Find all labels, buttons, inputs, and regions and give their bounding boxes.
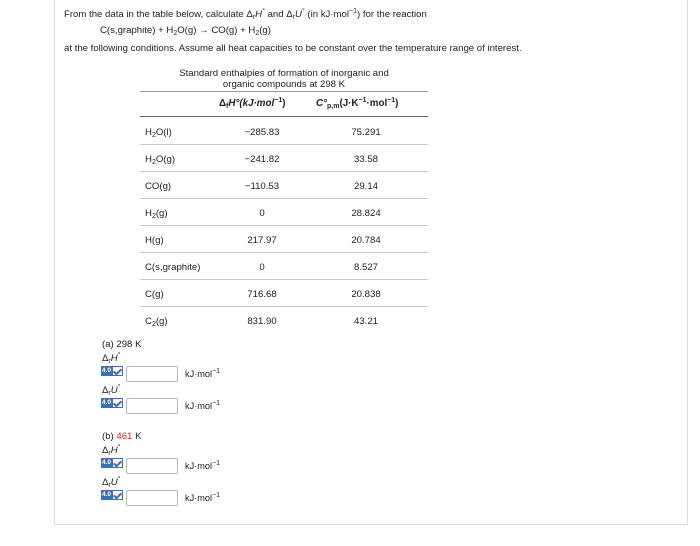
part-a-dh-label: $\Delta_rH^\circ$ bbox=[102, 352, 121, 365]
species-cell: CO(g) bbox=[145, 181, 172, 192]
table-caption-line-2: organic compounds at 298 K bbox=[222, 79, 346, 90]
cp-cell: 29.14 bbox=[353, 181, 378, 192]
species-cell: $H_2O(l)$ bbox=[145, 127, 172, 139]
part-b-du-label: $\Delta_rU^\circ$ bbox=[102, 476, 121, 489]
part-a-label: (a) 298 K bbox=[102, 339, 142, 350]
question-line-1: From the data in the table below, calculate $\Delta_rH^\circ$ and $\Delta_rU^\circ$ (in kJ·mol$^{-1}$) for the reaction bbox=[64, 8, 427, 21]
dfh-cell: −285.83 bbox=[244, 127, 280, 138]
cp-cell: 28.824 bbox=[351, 208, 381, 219]
check-icon bbox=[112, 398, 123, 408]
dfh-cell: 716.68 bbox=[247, 289, 277, 300]
species-cell: C(s,graphite) bbox=[145, 262, 201, 273]
row-divider bbox=[140, 171, 428, 172]
part-b-dh-label: $\Delta_rH^\circ$ bbox=[102, 444, 121, 457]
dfh-cell: 831.90 bbox=[247, 316, 277, 327]
unit-label: kJ·mol$^{-1}$ bbox=[185, 492, 221, 503]
score-badge: 4.0 bbox=[101, 458, 123, 468]
species-cell: C(g) bbox=[145, 289, 164, 300]
score-badge: 4.0 bbox=[101, 366, 123, 376]
row-divider bbox=[140, 198, 428, 199]
species-cell: $H_2(g)$ bbox=[145, 208, 168, 220]
part-b-du-input[interactable] bbox=[126, 490, 178, 506]
dfh-cell: −241.82 bbox=[244, 154, 280, 165]
row-divider bbox=[140, 144, 428, 145]
header-rule bbox=[140, 116, 428, 117]
check-icon bbox=[112, 490, 123, 500]
header-dfh: $\Delta_fH^\circ(kJ\cdot mol^{-1})$ bbox=[219, 97, 286, 110]
dfh-cell: −110.53 bbox=[244, 181, 280, 192]
dfh-cell: 0 bbox=[259, 262, 265, 273]
reaction-equation: C(s,graphite) + $H_2O(g) \to CO(g) + H_2(g)$ bbox=[100, 25, 271, 37]
part-a-du-input[interactable] bbox=[126, 398, 178, 414]
row-divider bbox=[140, 279, 428, 280]
row-divider bbox=[140, 225, 428, 226]
cp-cell: 33.58 bbox=[353, 154, 378, 165]
cp-cell: 43.21 bbox=[353, 316, 378, 327]
part-b-label: (b) 461 K bbox=[102, 431, 142, 442]
table-caption-line-1: Standard enthalpies of formation of inorganic and bbox=[179, 68, 389, 79]
part-a-dh-input[interactable] bbox=[126, 366, 178, 382]
unit-label: kJ·mol$^{-1}$ bbox=[185, 368, 221, 379]
unit-label: kJ·mol$^{-1}$ bbox=[185, 460, 221, 471]
species-cell: $C_2(g)$ bbox=[145, 316, 168, 328]
part-a-du-label: $\Delta_rU^\circ$ bbox=[102, 384, 121, 397]
header-cp: $C^\circ_{p,m}(J\cdot K^{-1}\cdot mol^{-1})$ bbox=[316, 97, 399, 110]
score-badge: 4.0 bbox=[101, 398, 123, 408]
table-top-rule bbox=[140, 91, 428, 92]
check-icon bbox=[112, 458, 123, 468]
species-cell: H(g) bbox=[145, 235, 164, 246]
score-badge: 4.0 bbox=[101, 490, 123, 500]
dfh-cell: 0 bbox=[259, 208, 265, 219]
cp-cell: 20.784 bbox=[351, 235, 381, 246]
row-divider bbox=[140, 252, 428, 253]
dfh-cell: 217.97 bbox=[247, 235, 277, 246]
cp-cell: 75.291 bbox=[351, 127, 381, 138]
cp-cell: 8.527 bbox=[353, 262, 378, 273]
unit-label: kJ·mol$^{-1}$ bbox=[185, 400, 221, 411]
row-divider bbox=[140, 306, 428, 307]
cp-cell: 20.838 bbox=[351, 289, 381, 300]
check-icon bbox=[112, 366, 123, 376]
part-b-dh-input[interactable] bbox=[126, 458, 178, 474]
conditions-text: at the following conditions. Assume all heat capacities to be constant over the temperature range of interest. bbox=[64, 43, 522, 54]
species-cell: $H_2O(g)$ bbox=[145, 154, 176, 166]
